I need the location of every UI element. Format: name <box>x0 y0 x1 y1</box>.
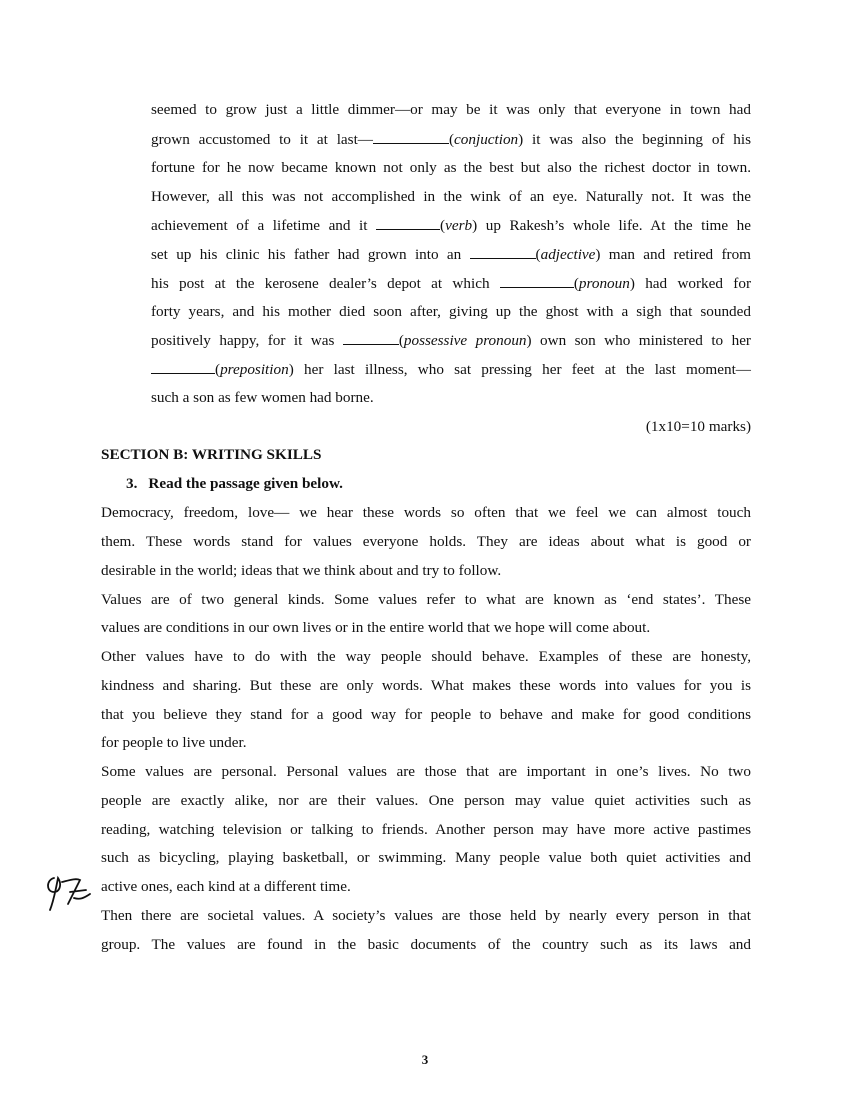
passage-a-line-1: seemed to grow just a little dimmer—or may be it was only that everyone in town had <box>151 101 751 118</box>
line-7-tail: had worked for <box>634 275 751 292</box>
question-3 <box>126 474 343 494</box>
blank-4[interactable] <box>500 273 574 288</box>
line-7-lead: his post at the kerosene dealer’s depot at which <box>151 275 500 292</box>
passage-b-line-2: them. These words stand for values everyone holds. They are ideas about what is good or <box>101 533 751 550</box>
blank-1[interactable] <box>373 129 449 144</box>
hint-preposition: preposition <box>220 361 289 378</box>
passage-b-line-10: Some values are personal. Personal values are those that are important in one’s lives. No two <box>101 763 751 780</box>
passage-b-line-16: group. The values are found in the basic documents of the country such as its laws and <box>101 936 751 953</box>
passage-b-line-9: for people to live under. <box>101 734 247 751</box>
blank-3[interactable] <box>470 244 536 259</box>
passage-a-line-3: fortune for he now became known not only as the best but also the richest doctor in town. <box>151 159 751 176</box>
hint-possessive-pronoun: possessive pronoun <box>403 332 527 349</box>
blank-6[interactable] <box>151 359 215 374</box>
passage-b-line-13: such as bicycling, playing basketball, or swimming. Many people value both quiet activities and <box>101 849 751 866</box>
passage-a-line-4: However, all this was not accomplished in the wink of an eye. Naturally not. It was the <box>151 188 751 205</box>
line-2-lead: grown accustomed to it at last— <box>151 131 373 148</box>
line-5-lead: achievement of a lifetime and it <box>151 217 377 234</box>
blank-2[interactable] <box>376 215 440 230</box>
section-b-heading: SECTION B: WRITING SKILLS <box>101 446 322 463</box>
passage-b-line-14: active ones, each kind at a different time. <box>101 878 351 895</box>
question-text: Read the passage given below. <box>148 475 343 492</box>
hint-pronoun: pronoun <box>578 275 630 292</box>
passage-a-line-9: positively happy, for it was (possessive pronoun) own son who ministered to her <box>151 332 751 349</box>
passage-a-line-6: set up his clinic his father had grown into an (adjective) man and retired from <box>151 246 751 263</box>
passage-b-line-5: values are conditions in our own lives or in the entire world that we hope will come about. <box>101 619 651 636</box>
line-9-lead: positively happy, for it was <box>151 332 343 349</box>
question-number: 3. <box>126 475 138 492</box>
line-6-lead: set up his clinic his father had grown into an <box>151 246 470 263</box>
passage-a-line-8: forty years, and his mother died soon after, giving up the ghost with a sigh that sounded <box>151 303 751 320</box>
handwritten-initials-icon <box>40 868 96 918</box>
line-9-tail: own son who ministered to her <box>531 332 751 349</box>
passage-a-line-2: grown accustomed to it at last— (conjuction) it was also the beginning of his <box>151 131 751 148</box>
page-number: 3 <box>421 1052 429 1067</box>
line-6-tail: man and retired from <box>600 246 751 263</box>
passage-a-line-7: his post at the kerosene dealer’s depot at which (pronoun) had worked for <box>151 275 751 292</box>
passage-b-line-8: that you believe they stand for a good way for people to behave and make for good conditions <box>101 706 751 723</box>
passage-b-line-11: people are exactly alike, nor are their values. One person may value quiet activities such as <box>101 792 751 809</box>
passage-b-line-4: Values are of two general kinds. Some values refer to what are known as ‘end states’. These <box>101 591 751 608</box>
passage-b-line-7: kindness and sharing. But these are only words. What makes these words into values for you is <box>101 677 751 694</box>
line-2-tail: it was also the beginning of his <box>523 131 751 148</box>
passage-b-line-15: Then there are societal values. A society’s values are those held by nearly every person in that <box>101 907 751 924</box>
passage-a-line-10: (preposition) her last illness, who sat pressing her feet at the last moment— <box>151 359 751 380</box>
passage-b-line-12: reading, watching television or talking to friends. Another person may have more active pastimes <box>101 821 751 838</box>
line-5-tail: up Rakesh’s whole life. At the time he <box>477 217 751 234</box>
blank-5[interactable] <box>343 330 399 345</box>
marks-label: (1x10=10 marks) <box>645 418 751 435</box>
hint-conjunction: conjuction <box>454 131 519 148</box>
passage-b-line-1: Democracy, freedom, love— we hear these words so often that we feel we can almost touch <box>101 504 751 521</box>
line-10-tail: her last illness, who sat pressing her feet at the last moment— <box>293 361 751 378</box>
passage-b-line-6: Other values have to do with the way people should behave. Examples of these are honesty, <box>101 648 751 665</box>
passage-a-line-11: such a son as few women had borne. <box>151 389 374 406</box>
passage-b-line-3: desirable in the world; ideas that we think about and try to follow. <box>101 562 502 579</box>
hint-adjective: adjective <box>540 246 596 263</box>
passage-a-line-5: achievement of a lifetime and it (verb) up Rakesh’s whole life. At the time he <box>151 217 751 234</box>
hint-verb: verb <box>445 217 473 234</box>
